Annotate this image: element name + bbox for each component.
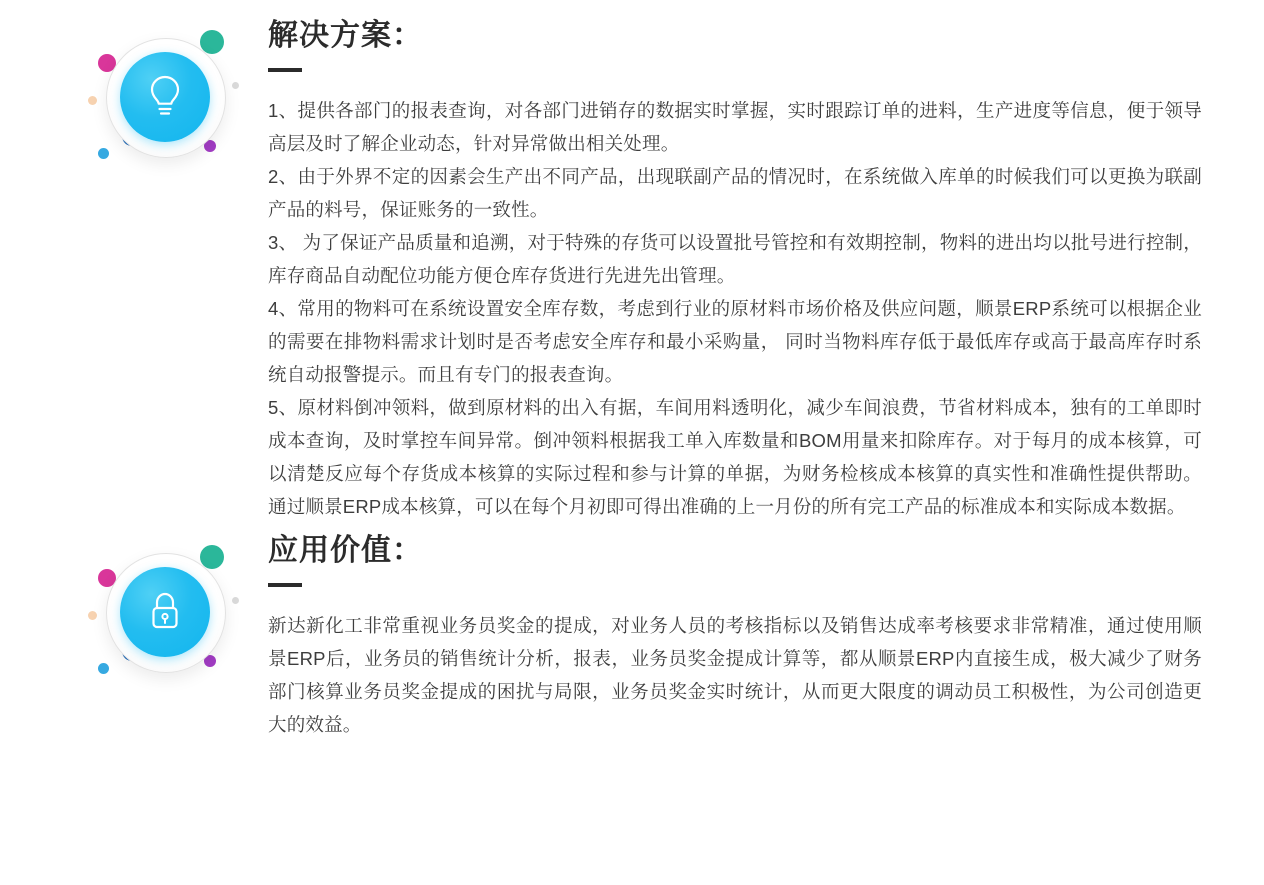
value-heading: 应用价值：	[268, 534, 423, 567]
lock-icon	[120, 567, 210, 657]
lightbulb-badge	[82, 26, 252, 196]
decor-dot-cyan	[98, 148, 109, 159]
section-value	[0, 523, 1264, 741]
value-heading-rule	[268, 583, 302, 587]
decor-dot-grey	[232, 82, 239, 89]
value-icon-column	[0, 533, 268, 683]
value-text-column	[268, 533, 1264, 741]
lightbulb-icon	[120, 52, 210, 142]
value-paragraph-1: 新达新化工非常重视业务员奖金的提成，对业务人员的考核指标以及销售达成率考核要求非常精准，通过使用顺景ERP后，业务员的销售统计分析，报表，业务员奖金提成计算等，都从顺景ERP内直接生成，极大减少了财务部门核算业务员奖金提成的困扰与局限，业务员奖金实时统计，从而更大限度的调动员工积极性，为公司创造更大的效益。	[268, 615, 1202, 735]
value-body	[268, 609, 1202, 741]
solution-body	[268, 94, 1202, 523]
solution-icon-column	[0, 18, 268, 168]
decor-dot-peach	[88, 96, 97, 105]
solution-paragraph-1: 1、提供各部门的报表查询，对各部门进销存的数据实时掌握，实时跟踪订单的进料，生产进度等信息，便于领导高层及时了解企业动态，针对异常做出相关处理。	[268, 100, 1202, 154]
solution-paragraph-4: 4、常用的物料可在系统设置安全库存数，考虑到行业的原材料市场价格及供应问题，顺景ERP系统可以根据企业的需要在排物料需求计划时是否考虑安全库存和最小采购量， 同时当物料库存低于最低库存或高于最高库存时系统自动报警提示。而且有专门的报表查询。	[268, 298, 1202, 385]
solution-paragraph-2: 2、由于外界不定的因素会生产出不同产品，出现联副产品的情况时，在系统做入库单的时候我们可以更换为联副产品的料号，保证账务的一致性。	[268, 166, 1202, 220]
decor-dot-peach	[88, 611, 97, 620]
solution-paragraph-5: 5、原材料倒冲领料，做到原材料的出入有据，车间用料透明化，减少车间浪费，节省材料成本，独有的工单即时成本查询，及时掌控车间异常。倒冲领料根据我工单入库数量和BOM用量来扣除库存。对于每月的成本核算，可以清楚反应每个存货成本核算的实际过程和参与计算的单据，为财务检核成本核算的真实性和准确性提供帮助。通过顺景ERP成本核算，可以在每个月初即可得出准确的上一月份的所有完工产品的标准成本和实际成本数据。	[268, 397, 1202, 517]
decor-dot-cyan	[98, 663, 109, 674]
lock-badge	[82, 541, 252, 711]
solution-heading-rule	[268, 68, 302, 72]
solution-text-column	[268, 18, 1264, 523]
decor-dot-grey	[232, 597, 239, 604]
solution-heading: 解决方案：	[268, 19, 423, 52]
solution-paragraph-3: 3、 为了保证产品质量和追溯，对于特殊的存货可以设置批号管控和有效期控制，物料的进出均以批号进行控制，库存商品自动配位功能方便仓库存货进行先进先出管理。	[268, 232, 1202, 286]
